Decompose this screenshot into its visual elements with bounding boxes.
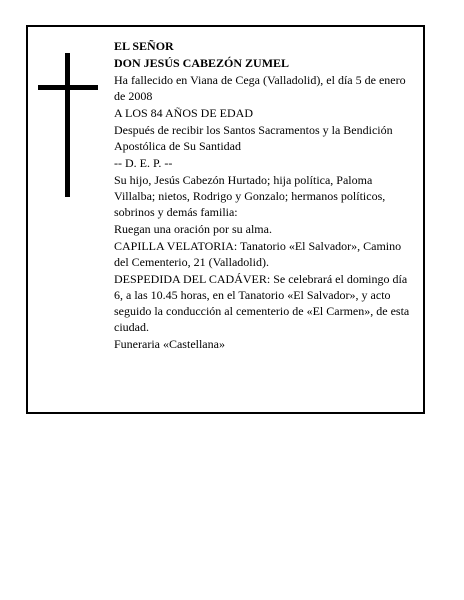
chapel-line: CAPILLA VELATORIA: Tanatorio «El Salvador», Camino del Cementerio, 21 (Valladolid).	[114, 239, 402, 269]
cross-icon	[38, 53, 98, 197]
obituary-text	[114, 38, 414, 353]
sacraments-line: Después de recibir los Santos Sacramentos y la Bendición Apostólica de Su Santidad	[114, 123, 393, 153]
prayer-line: Ruegan una oración por su alma.	[114, 222, 272, 236]
title-line-1: EL SEÑOR	[114, 39, 174, 53]
cross-vertical-bar	[65, 53, 70, 197]
funeral-line: DESPEDIDA DEL CADÁVER: Se celebrará el domingo día 6, a las 10.45 horas, en el Tanatorio «El Salvador», y acto seguido la conducción al cementerio de «El Carmen», de esta ciudad.	[114, 272, 410, 334]
age-line: A LOS 84 AÑOS DE EDAD	[114, 106, 254, 120]
rip-line: -- D. E. P. --	[114, 156, 173, 170]
family-line: Su hijo, Jesús Cabezón Hurtado; hija política, Paloma Villalba; nietos, Rodrigo y Gonzalo; hermanos políticos, sobrinos y demás familia:	[114, 173, 386, 219]
funeral-home-line: Funeraria «Castellana»	[114, 337, 225, 351]
cross-horizontal-bar	[38, 85, 98, 90]
death-info: Ha fallecido en Viana de Cega (Valladolid), el día 5 de enero de 2008	[114, 73, 406, 103]
deceased-name: DON JESÚS CABEZÓN ZUMEL	[114, 56, 290, 70]
